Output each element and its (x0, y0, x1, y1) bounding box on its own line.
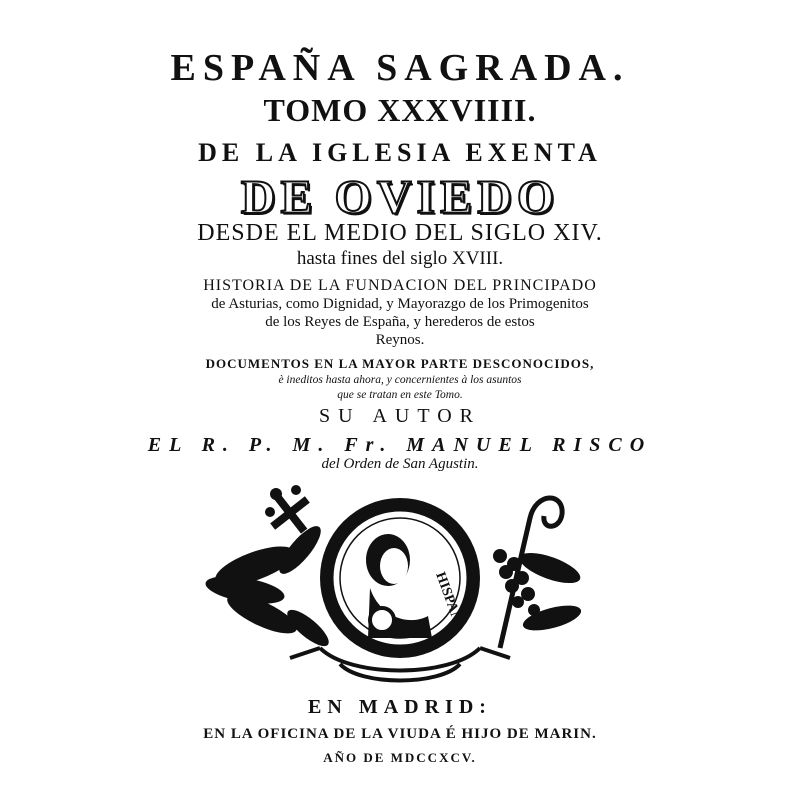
period-line-1: DESDE EL MEDIO DEL SIGLO XIV. (197, 220, 603, 246)
subtitle-line-2: DE OVIEDO (240, 171, 560, 224)
history-line-3: de los Reyes de España, y herederos de estos (265, 314, 535, 330)
volume-number: TOMO XXXVIIII. (263, 92, 537, 128)
imprint-place: EN MADRID: (308, 696, 492, 718)
book-title: ESPAÑA SAGRADA. (170, 47, 630, 89)
imprint-printer: EN LA OFICINA DE LA VIUDA É HIJO DE MARIN. (203, 726, 597, 742)
imprint-year: AÑO DE MDCCXCV. (323, 750, 477, 765)
documents-line-1: DOCUMENTOS EN LA MAYOR PARTE DESCONOCIDOS, (205, 356, 595, 371)
subtitle-line-1: DE LA IGLESIA EXENTA (198, 138, 602, 167)
documents-line-3: que se tratan en este Tomo. (337, 389, 463, 401)
history-line-2: de Asturias, como Dignidad, y Mayorazgo de los Primogenitos (211, 296, 589, 312)
history-line-1: HISTORIA DE LA FUNDACION DEL PRINCIPADO (203, 277, 597, 294)
foliage-left-icon (204, 521, 334, 652)
author-heading: SU AUTOR (319, 405, 481, 427)
period-line-2: hasta fines del siglo XVIII. (296, 248, 504, 269)
printer-vignette (200, 478, 600, 688)
medallion-icon (320, 498, 480, 658)
cross-icon (265, 485, 310, 534)
history-line-4: Reynos. (375, 332, 425, 348)
documents-line-2: è ineditos hasta ahora, y concernientes à los asuntos (278, 374, 522, 386)
medallion-legend: HISPAN (432, 570, 465, 625)
author-order: del Orden de San Agustin. (321, 456, 479, 472)
author-name: EL R. P. M. Fr. MANUEL RISCO (147, 434, 653, 456)
